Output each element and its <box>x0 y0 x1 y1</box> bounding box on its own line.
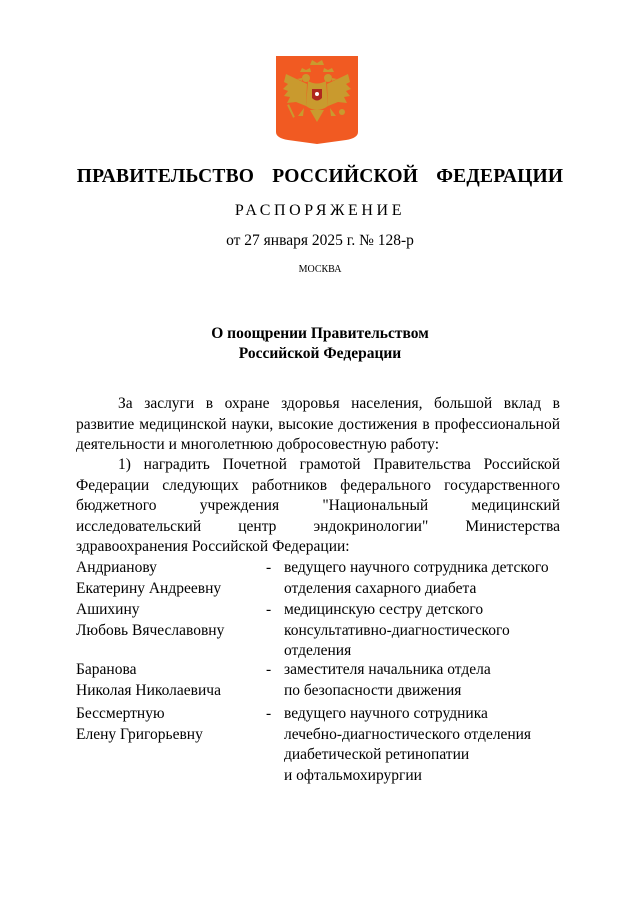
position-line: по безопасности движения <box>284 681 462 699</box>
body-paragraph-1: За заслуги в охране здоровья населения, большой вклад в развитие медицинской науки, высокие достижения в профессиональной деятельности и многолетнюю добросовестную работу: <box>76 395 560 453</box>
subject-line: Российской Федерации <box>238 345 402 362</box>
awardee-dash: - <box>266 601 272 618</box>
awardee-surname: Андрианову <box>76 559 157 576</box>
subject-line: О поощрении Правительством <box>211 325 429 342</box>
awardee-name <box>76 558 256 599</box>
document-city: МОСКВА <box>298 264 342 275</box>
position-line: заместителя начальника отдела <box>284 661 491 678</box>
awardee-given-names: Елену Григорьевну <box>76 725 203 743</box>
document-type: РАСПОРЯЖЕНИЕ <box>234 202 406 219</box>
position-line: отделения сахарного диабета <box>284 579 477 597</box>
awardee-given-names: Любовь Вячеславовну <box>76 621 225 639</box>
awardee-position <box>284 660 574 701</box>
awardee-name <box>76 600 256 641</box>
awardee-given-names: Екатерину Андреевну <box>76 579 222 597</box>
government-title: ПРАВИТЕЛЬСТВО РОССИЙСКОЙ ФЕДЕРАЦИИ <box>76 166 564 187</box>
position-line: диабетической ретинопатии <box>284 746 470 763</box>
awardee-dash: - <box>266 661 272 678</box>
awardee-position <box>284 704 574 786</box>
awardee-position <box>284 558 574 599</box>
awardee-surname: Баранова <box>76 661 137 678</box>
document-subject <box>0 324 640 364</box>
awardee-surname: Ашихину <box>76 601 140 618</box>
position-line: ведущего научного сотрудника <box>284 705 488 722</box>
awardee-dash: - <box>266 705 272 722</box>
awardee-dash: - <box>266 559 272 576</box>
awardee-position <box>284 600 574 662</box>
position-line: отделения <box>284 642 352 659</box>
russian-coat-of-arms-icon <box>276 56 358 144</box>
document-date-number: от 27 января 2025 г. № 128-р <box>226 232 414 249</box>
awardee-given-names: Николая Николаевича <box>76 681 221 699</box>
body-paragraph-2: 1) наградить Почетной грамотой Правительства Российской Федерации следующих работников федерального государственного бюджетного учреждения "Национальный медицинский исследовательский центр эндокринологии" Министерства здравоохранения Российской Федерации: <box>76 456 560 555</box>
position-line: и офтальмохирургии <box>284 766 422 784</box>
awardee-name <box>76 704 256 745</box>
awardee-surname: Бессмертную <box>76 705 165 722</box>
position-line: лечебно-диагностического отделения <box>284 725 532 743</box>
position-line: ведущего научного сотрудника детского <box>284 559 549 576</box>
position-line: консультативно-диагностического <box>284 621 510 639</box>
awardee-name <box>76 660 256 701</box>
position-line: медицинскую сестру детского <box>284 601 484 618</box>
